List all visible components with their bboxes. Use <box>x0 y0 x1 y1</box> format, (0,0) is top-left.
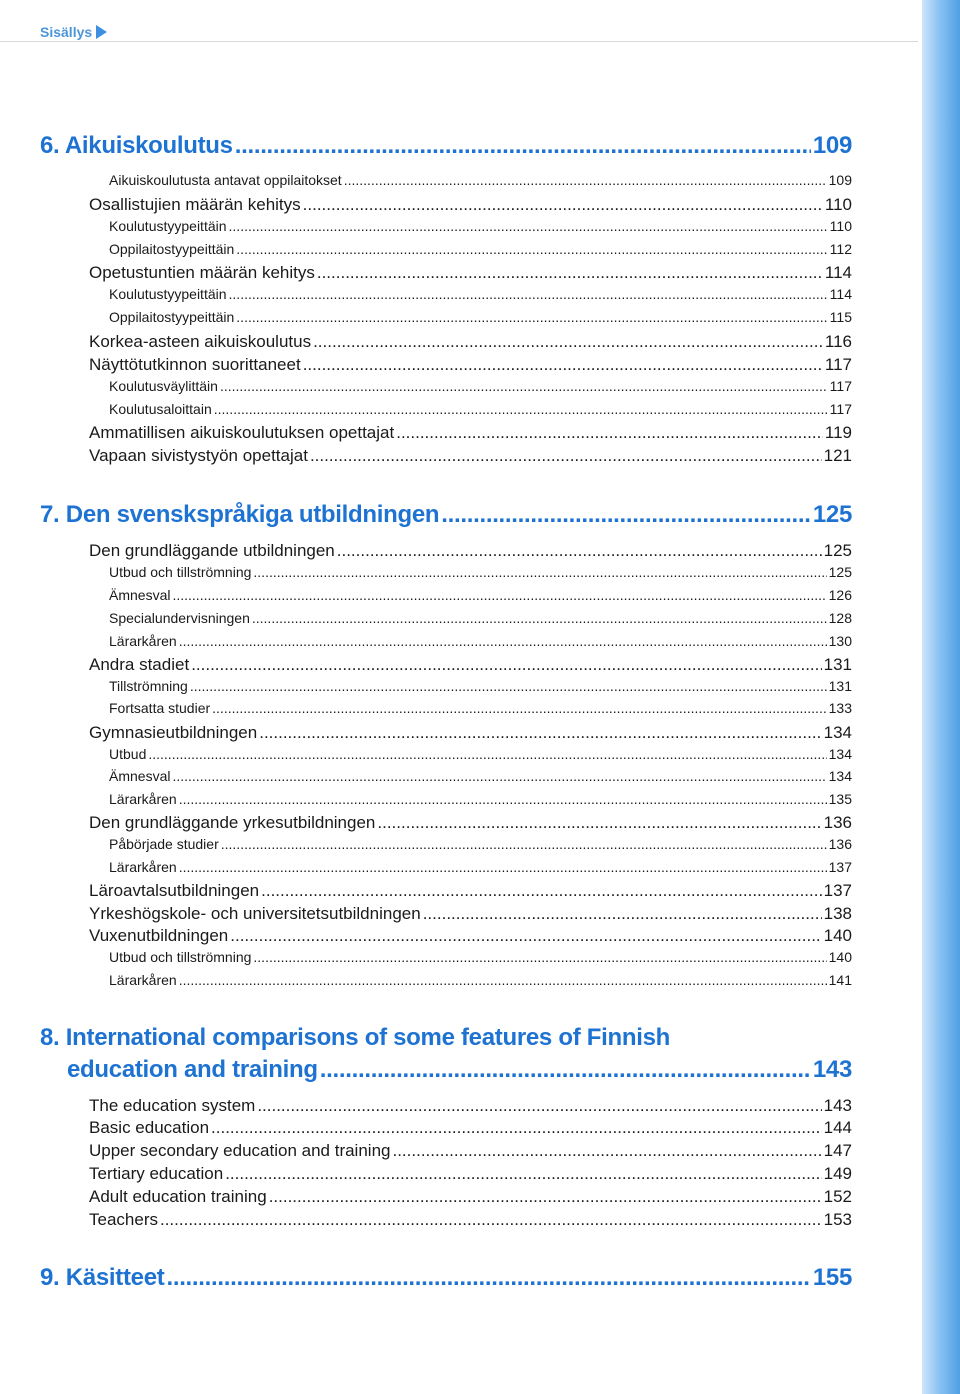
toc-entry-title: 9. Käsitteet <box>40 1264 165 1291</box>
toc-chapter[interactable] <box>40 501 852 529</box>
toc-page-number: 115 <box>829 309 852 325</box>
toc-page-number: 117 <box>824 355 852 374</box>
toc-entry-title: 7. Den svenskspråkiga utbildningen <box>40 501 440 528</box>
toc-entry-title: Lärarkåren <box>109 972 177 988</box>
toc-entry-title: education and training <box>67 1056 318 1083</box>
toc-entry-title: Upper secondary education and training <box>89 1141 391 1160</box>
toc-entry[interactable] <box>89 723 852 743</box>
toc-entry[interactable] <box>109 610 852 626</box>
toc-page-number: 110 <box>824 195 852 214</box>
toc-entry-title: Den grundläggande yrkesutbildningen <box>89 813 376 832</box>
toc-chapter[interactable] <box>40 1264 852 1292</box>
toc-page-number: 117 <box>829 401 852 417</box>
leader-dots <box>212 700 826 716</box>
toc-entry-title: Gymnasieutbildningen <box>89 723 258 742</box>
leader-dots <box>423 904 822 924</box>
leader-dots <box>148 746 826 762</box>
toc-entry-title: Vuxenutbildningen <box>89 926 229 945</box>
leader-dots <box>236 309 827 325</box>
toc-entry[interactable] <box>89 1096 852 1116</box>
toc-page-number: 131 <box>828 678 852 694</box>
leader-dots <box>166 1264 810 1292</box>
leader-dots <box>259 723 821 743</box>
toc-entry-title: Andra stadiet <box>89 655 190 674</box>
toc-entry-title: Specialundervisningen <box>109 610 250 626</box>
toc-entry[interactable] <box>89 904 852 924</box>
leader-dots <box>229 286 828 302</box>
toc-page-number: 125 <box>812 501 852 528</box>
toc-page-number: 109 <box>828 172 852 188</box>
leader-dots <box>230 926 821 946</box>
toc-entry[interactable] <box>109 700 852 716</box>
leader-dots <box>172 768 826 784</box>
toc-page-number: 114 <box>829 286 852 302</box>
toc-entry-title: Basic education <box>89 1118 210 1137</box>
toc-entry-title: Koulutustyypeittäin <box>109 286 227 302</box>
toc-page-number: 134 <box>828 746 852 762</box>
toc-entry-title: Fortsatta studier <box>109 700 211 716</box>
toc-entry[interactable] <box>89 1164 852 1184</box>
toc-page-number: 137 <box>823 881 852 900</box>
toc-page-number: 135 <box>828 791 852 807</box>
toc-entry-title: Yrkeshögskole- och universitetsutbildningen <box>89 904 421 923</box>
toc-entry[interactable] <box>89 446 852 466</box>
toc-page-number: 128 <box>828 610 852 626</box>
leader-dots <box>236 241 827 257</box>
toc-entry-title: Utbud <box>109 746 147 762</box>
toc-entry-title: Utbud och tillströmning <box>109 949 252 965</box>
toc-entry[interactable] <box>89 1118 852 1138</box>
toc-entry-title: Den grundläggande utbildningen <box>89 541 335 560</box>
toc-entry[interactable] <box>89 195 852 215</box>
leader-dots <box>252 610 827 626</box>
toc-entry-title: The education system <box>89 1096 256 1115</box>
toc-entry-title: Aikuiskoulutusta antavat oppilaitokset <box>109 172 342 188</box>
toc-entry[interactable] <box>109 286 852 302</box>
leader-dots <box>253 949 826 965</box>
toc-chapter-title[interactable]: 8. International comparisons of some features of Finnish <box>40 1024 670 1051</box>
leader-dots <box>221 836 827 852</box>
toc-page-number: 109 <box>812 132 852 159</box>
toc-entry[interactable] <box>109 678 852 694</box>
toc-page-number: 112 <box>829 241 852 257</box>
leader-dots <box>220 378 828 394</box>
leader-dots <box>269 1187 822 1207</box>
toc-page-number: 136 <box>828 836 852 852</box>
toc-page-number: 136 <box>823 813 852 832</box>
toc-entry-title: Teachers <box>89 1210 158 1229</box>
leader-dots <box>441 501 811 529</box>
leader-dots <box>179 859 827 875</box>
leader-dots <box>225 1164 821 1184</box>
leader-dots <box>344 172 827 188</box>
toc-entry[interactable] <box>89 332 852 352</box>
toc-page-number: 143 <box>812 1056 852 1083</box>
toc-entry-title: Koulutustyypeittäin <box>109 218 227 234</box>
toc-page-number: 110 <box>829 218 852 234</box>
toc-page-number: 125 <box>823 541 852 560</box>
toc-entry[interactable] <box>89 541 852 561</box>
toc-entry[interactable] <box>89 1187 852 1207</box>
toc-entry-title: Ämnesval <box>109 587 171 603</box>
leader-dots <box>317 263 823 283</box>
leader-dots <box>313 332 823 352</box>
leader-dots <box>211 1118 822 1138</box>
leader-dots <box>310 446 822 466</box>
leader-dots <box>172 587 826 603</box>
toc-page-number: 116 <box>824 332 852 351</box>
leader-dots <box>190 678 827 694</box>
toc-entry-title: Korkea-asteen aikuiskoulutus <box>89 332 312 351</box>
toc-page-number: 114 <box>824 263 852 282</box>
leader-dots <box>229 218 828 234</box>
toc-page-number: 147 <box>823 1141 852 1160</box>
toc-page-number: 137 <box>828 859 852 875</box>
toc-entry[interactable] <box>109 218 852 234</box>
toc-entry-title: Oppilaitostyypeittäin <box>109 309 235 325</box>
toc-entry-title: Adult education training <box>89 1187 267 1206</box>
toc-page-number: 134 <box>823 723 852 742</box>
toc-entry-title: Lärarkåren <box>109 791 177 807</box>
toc-page-number: 140 <box>828 949 852 965</box>
toc-entry[interactable] <box>109 746 852 762</box>
toc-entry[interactable] <box>89 1210 852 1230</box>
toc-entry-title: Koulutusväylittäin <box>109 378 218 394</box>
toc-page-number: 130 <box>828 633 852 649</box>
toc-entry[interactable] <box>109 949 852 965</box>
toc-page-number: 117 <box>829 378 852 394</box>
toc-page-number: 153 <box>823 1210 852 1229</box>
toc-entry-title: Ammatillisen aikuiskoulutuksen opettajat <box>89 423 395 442</box>
toc-entry-title: Koulutusaloittain <box>109 401 212 417</box>
toc-entry-title: Oppilaitostyypeittäin <box>109 241 235 257</box>
leader-dots <box>257 1096 821 1116</box>
leader-dots <box>191 655 821 675</box>
toc-entry[interactable] <box>109 768 852 784</box>
toc-entry[interactable] <box>109 859 852 875</box>
leader-dots <box>392 1141 821 1161</box>
leader-dots <box>179 791 827 807</box>
leader-dots <box>303 355 823 375</box>
toc-page-number: 144 <box>823 1118 852 1137</box>
toc-entry[interactable] <box>109 172 852 188</box>
toc-page-number: 125 <box>828 564 852 580</box>
breadcrumb-label: Sisällys <box>40 24 93 40</box>
toc-entry-title: Näyttötutkinnon suorittaneet <box>89 355 301 374</box>
toc-entry[interactable] <box>89 423 852 443</box>
toc-entry-title: Tillströmning <box>109 678 188 694</box>
toc-entry-title: Utbud och tillströmning <box>109 564 252 580</box>
leader-dots <box>320 1056 811 1084</box>
toc-entry[interactable] <box>109 836 852 852</box>
toc-entry-title: 6. Aikuiskoulutus <box>40 132 233 159</box>
toc-entry-title: Vapaan sivistystyön opettajat <box>89 446 308 465</box>
leader-dots <box>396 423 823 443</box>
toc-entry[interactable] <box>109 633 852 649</box>
leader-dots <box>179 633 827 649</box>
leader-dots <box>337 541 822 561</box>
toc-entry-title: Lärarkåren <box>109 859 177 875</box>
toc-entry[interactable] <box>109 401 852 417</box>
toc-entry[interactable] <box>89 881 852 901</box>
leader-dots <box>303 195 823 215</box>
toc-page-number: 134 <box>828 768 852 784</box>
toc-chapter[interactable] <box>67 1056 852 1084</box>
toc-page-number: 133 <box>828 700 852 716</box>
toc-page-number: 149 <box>823 1164 852 1183</box>
leader-dots <box>160 1210 822 1230</box>
toc-page-number: 131 <box>823 655 852 674</box>
toc-page-number: 119 <box>824 423 852 442</box>
toc-page-number: 121 <box>823 446 852 465</box>
toc-entry[interactable] <box>109 564 852 580</box>
toc-entry[interactable] <box>89 1141 852 1161</box>
toc-entry[interactable] <box>89 355 852 375</box>
toc-chapter[interactable] <box>40 132 852 160</box>
leader-dots <box>377 813 821 833</box>
leader-dots <box>261 881 822 901</box>
toc-page-number: 143 <box>823 1096 852 1115</box>
toc-entry[interactable] <box>109 309 852 325</box>
toc-entry[interactable] <box>109 378 852 394</box>
toc-entry[interactable] <box>89 263 852 283</box>
toc-page-number: 140 <box>823 926 852 945</box>
toc-entry-title: Lärarkåren <box>109 633 177 649</box>
toc-entry[interactable] <box>109 972 852 988</box>
toc-entry[interactable] <box>89 813 852 833</box>
toc-entry[interactable] <box>109 241 852 257</box>
leader-dots <box>179 972 827 988</box>
toc-page-number: 155 <box>812 1264 852 1291</box>
toc-entry[interactable] <box>89 655 852 675</box>
toc-entry[interactable] <box>109 587 852 603</box>
toc-entry-title: Läroavtalsutbildningen <box>89 881 260 900</box>
leader-dots <box>253 564 826 580</box>
toc-page-number: 141 <box>828 972 852 988</box>
toc-entry-title: Ämnesval <box>109 768 171 784</box>
toc-page-number: 126 <box>828 587 852 603</box>
toc-entry-title: Tertiary education <box>89 1164 224 1183</box>
toc-entry-title: Osallistujien määrän kehitys <box>89 195 301 214</box>
toc-entry[interactable] <box>109 791 852 807</box>
toc-entry-title: Opetustuntien määrän kehitys <box>89 263 315 282</box>
toc-page-number: 152 <box>823 1187 852 1206</box>
leader-dots <box>235 132 811 160</box>
toc-page-number: 138 <box>823 904 852 923</box>
leader-dots <box>214 401 828 417</box>
toc-entry-title: Påbörjade studier <box>109 836 219 852</box>
toc-entry[interactable] <box>89 926 852 946</box>
